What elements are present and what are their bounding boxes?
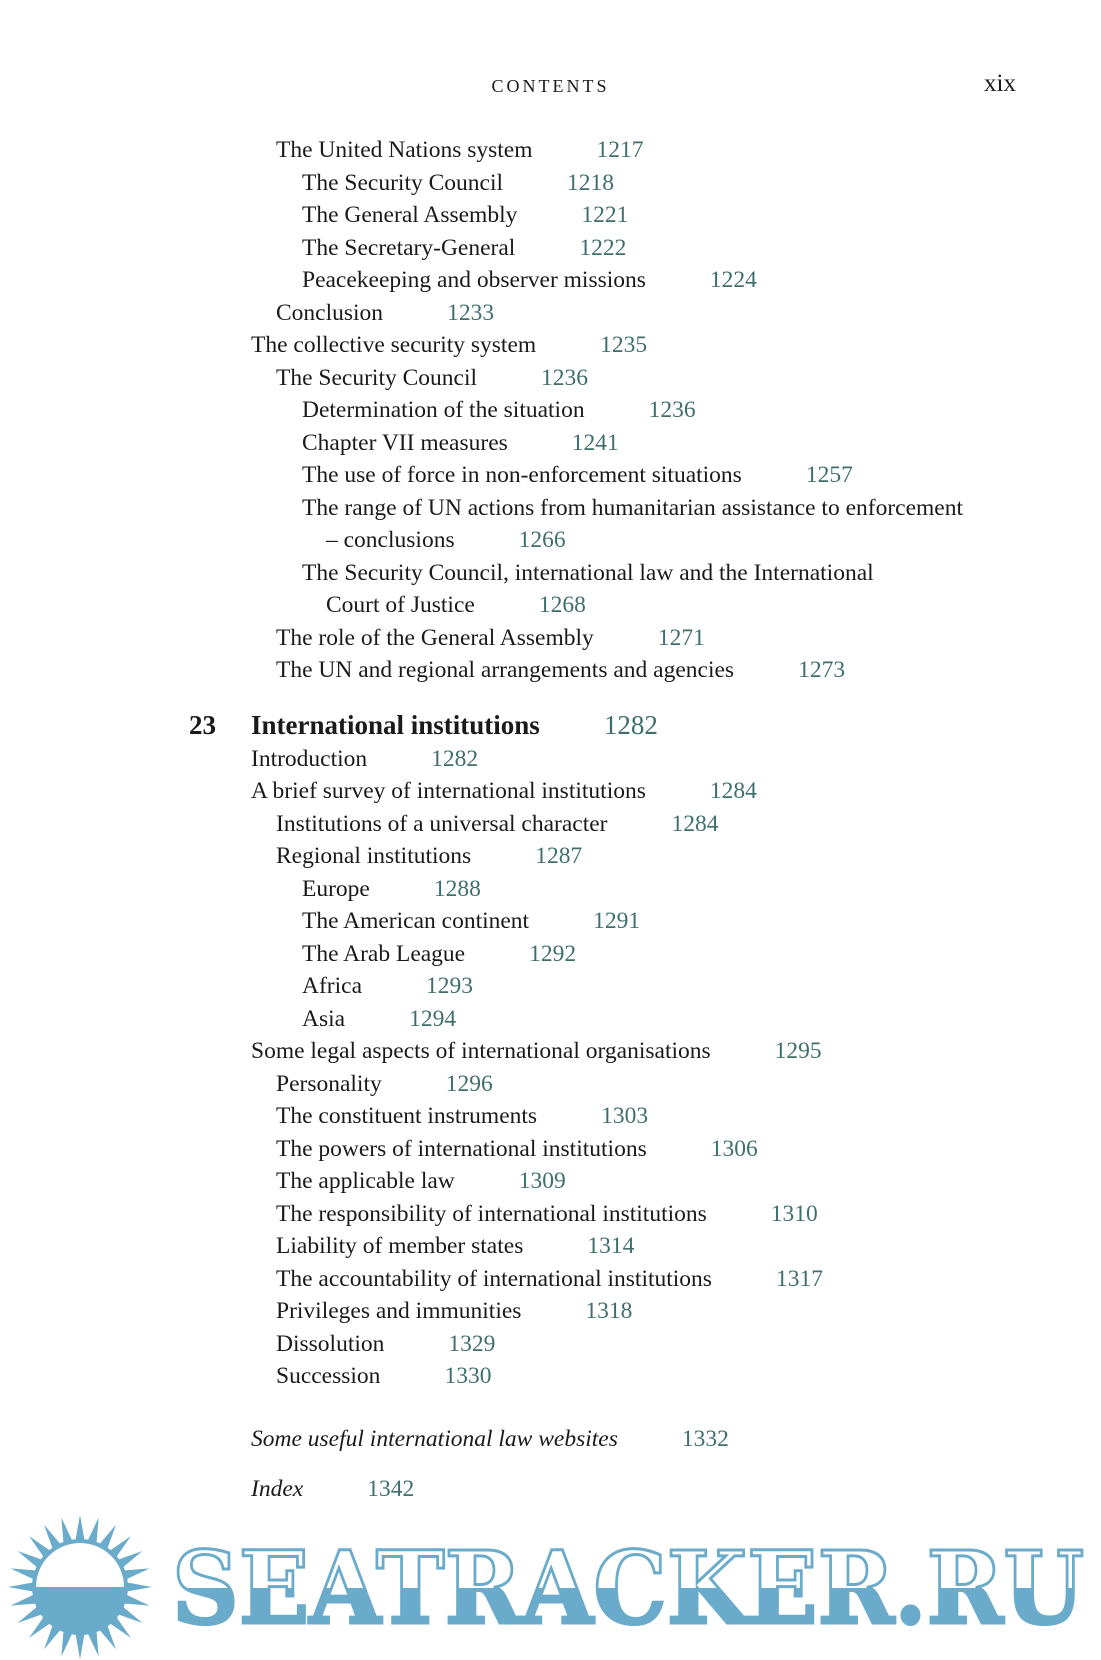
entry-page-number: 1317 (775, 1265, 823, 1292)
entry-title: – conclusions (326, 527, 455, 553)
entry-page-number: 1295 (774, 1038, 822, 1064)
toc-entry (0, 775, 1101, 808)
toc-entry (0, 1295, 1101, 1328)
entry-page-number: 1287 (535, 843, 583, 869)
entry-title: Personality (276, 1070, 382, 1097)
entry-page-number: 1236 (648, 397, 696, 423)
entry-title: The United Nations system (276, 137, 533, 163)
entry-page-number: 1233 (447, 299, 495, 326)
entry-title: The American continent (302, 908, 530, 934)
entry-title: The General Assembly (302, 202, 518, 228)
toc-entry (0, 938, 1101, 971)
toc-entry (0, 970, 1101, 1003)
entry-page-number: 1217 (596, 137, 644, 163)
entry-title: Some useful international law websites (251, 1425, 618, 1452)
entry-title: The Security Council, international law and the International (302, 559, 874, 586)
chapter-number: 23 (189, 709, 216, 740)
entry-title: Africa (302, 973, 363, 999)
entry-title: The UN and regional arrangements and agencies (276, 657, 735, 683)
toc-entry (0, 492, 1101, 525)
entry-title: The range of UN actions from humanitarian assistance to enforcement (302, 494, 964, 521)
toc-entry (0, 1068, 1101, 1101)
entry-page-number: 1273 (798, 657, 846, 683)
toc-entry (0, 1328, 1101, 1361)
toc-entry (0, 1230, 1101, 1263)
toc-entry (0, 524, 1101, 557)
entry-page-number: 1291 (593, 908, 641, 934)
toc-entry (0, 1360, 1101, 1393)
entry-title: Liability of member states (276, 1233, 524, 1259)
toc-entry (0, 232, 1101, 265)
entry-title: The applicable law (276, 1168, 455, 1194)
entry-page-number: 1318 (585, 1298, 633, 1324)
toc-entry (0, 134, 1101, 167)
table-of-contents (0, 134, 1101, 1506)
entry-title: Court of Justice (326, 592, 475, 618)
entry-page-number: 1293 (426, 973, 474, 999)
entry-page-number: 1257 (805, 462, 853, 488)
entry-page-number: 1271 (657, 624, 705, 651)
toc-entry (0, 329, 1101, 362)
entry-page-number: 1306 (710, 1135, 758, 1162)
entry-page-number: 1292 (529, 940, 577, 967)
toc-entry (0, 743, 1101, 776)
entry-page-number: 1309 (518, 1168, 566, 1194)
sun-icon (8, 1515, 152, 1659)
entry-page-number: 1303 (601, 1103, 649, 1129)
toc-entry (0, 297, 1101, 330)
entry-title: Chapter VII measures (302, 429, 508, 456)
toc-entry (0, 905, 1101, 938)
entry-page-number: 1296 (445, 1070, 493, 1097)
entry-title: The use of force in non-enforcement situations (302, 462, 742, 488)
entry-title: The Security Council (302, 169, 504, 196)
toc-backmatter (0, 1423, 1101, 1456)
toc-entry (0, 1100, 1101, 1133)
toc-entry (0, 808, 1101, 841)
toc-entry (0, 459, 1101, 492)
toc-entry (0, 589, 1101, 622)
entry-page-number: 1284 (671, 810, 719, 837)
entry-title: Index (251, 1476, 304, 1502)
toc-entry (0, 427, 1101, 460)
entry-title: Peacekeeping and observer missions (302, 267, 646, 293)
toc-backmatter (0, 1473, 1101, 1506)
entry-title: Introduction (251, 745, 368, 772)
entry-title: Institutions of a universal character (276, 810, 608, 837)
entry-title: Determination of the situation (302, 397, 585, 423)
toc-chapter (0, 707, 1101, 743)
toc-entry (0, 264, 1101, 297)
watermark-text: SEATRACKER.RU (172, 1529, 1084, 1647)
entry-title: The Secretary-General (302, 234, 516, 261)
entry-page-number: 1235 (600, 332, 648, 358)
toc-entry (0, 1003, 1101, 1036)
entry-title: Dissolution (276, 1330, 385, 1357)
entry-title: The Security Council (276, 364, 478, 391)
entry-page-number: 1314 (587, 1233, 635, 1259)
toc-entry (0, 362, 1101, 395)
toc-entry (0, 654, 1101, 687)
toc-entry (0, 873, 1101, 906)
entry-page-number: 1294 (409, 1005, 457, 1032)
toc-entry (0, 1263, 1101, 1296)
running-head: CONTENTS (491, 76, 610, 96)
toc-entry (0, 622, 1101, 655)
entry-title: Europe (302, 875, 370, 902)
entry-title: Conclusion (276, 299, 384, 326)
entry-page-number: 1236 (541, 364, 589, 391)
entry-title: Privileges and immunities (276, 1298, 522, 1324)
entry-page-number: 1282 (431, 745, 479, 772)
toc-entry (0, 167, 1101, 200)
entry-page-number: 1224 (709, 267, 757, 293)
entry-title: The constituent instruments (276, 1103, 538, 1129)
entry-page-number: 1221 (581, 202, 629, 228)
entry-page-number: 1332 (681, 1425, 729, 1452)
entry-page-number: 1268 (538, 592, 586, 618)
toc-entry (0, 394, 1101, 427)
entry-title: The powers of international institutions (276, 1135, 647, 1162)
toc-entry (0, 1133, 1101, 1166)
entry-title: Regional institutions (276, 843, 472, 869)
entry-title: Some legal aspects of international organisations (251, 1038, 711, 1064)
entry-page-number: 1329 (448, 1330, 496, 1357)
entry-title: The accountability of international institutions (276, 1265, 712, 1292)
entry-page-number: 1222 (579, 234, 627, 261)
entry-page-number: 1218 (567, 169, 615, 196)
entry-page-number: 1342 (367, 1476, 415, 1502)
toc-entry (0, 199, 1101, 232)
entry-page-number: 1241 (571, 429, 619, 456)
chapter-title: International institutions (251, 709, 540, 740)
entry-title: Succession (276, 1363, 381, 1389)
entry-title: The role of the General Assembly (276, 624, 594, 651)
entry-page-number: 1310 (770, 1200, 818, 1227)
toc-entry (0, 1165, 1101, 1198)
entry-title: A brief survey of international institutions (251, 778, 646, 804)
toc-entry (0, 557, 1101, 590)
entry-page-number: 1266 (518, 527, 566, 553)
entry-page-number: 1330 (444, 1363, 492, 1389)
toc-entry (0, 1198, 1101, 1231)
entry-page-number: 1284 (709, 778, 757, 804)
toc-entry (0, 1035, 1101, 1068)
toc-entry (0, 840, 1101, 873)
entry-title: The responsibility of international institutions (276, 1200, 707, 1227)
entry-title: Asia (302, 1005, 346, 1032)
page-number-folio: xix (984, 70, 1016, 97)
entry-title: The Arab League (302, 940, 466, 967)
entry-page-number: 1282 (603, 709, 658, 740)
entry-page-number: 1288 (433, 875, 481, 902)
entry-title: The collective security system (251, 332, 537, 358)
watermark-logo (0, 1515, 1101, 1660)
